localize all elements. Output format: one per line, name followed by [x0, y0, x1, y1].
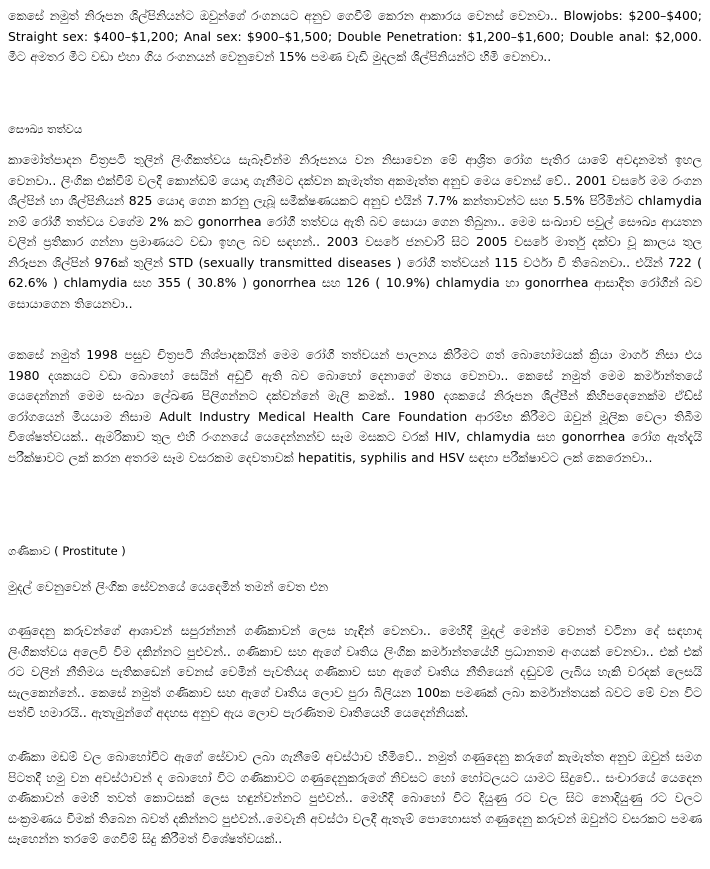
paragraph-brothels: ගණිකා මඩම් වල බොහෝවිට ඇගේ සේවාව ලබා ගැනීමේ අවස්ථාව හිමිවේ.. නමුත් ගණුදෙනු කරුගේ කැමැත්ත අනුව ඔවුන් සමග පිටතදී හමු වන අවස්ථාවන් ද බොහෝ විට ගණිකාවට ගණුදෙනුකරුගේ නිවසට හෝ හෝටලයට යාමට සිදුවේ.. සංචාරයේ යෙදෙන ගණිකාවන් මෙහි තවත් කොටසක් ලෙස හඳුන්වන්නට පුළුවන්.. මෙහිදී බොහෝ විට දියුණු රට වල සිට නොදියුණු රට වලට සංක්‍රමණය වීමක් තිබෙන බවත් දකින්නට පුළුවන්..මෙවැනි අවස්ථා වලදී ඇතැම් පොහොසත් ගණුදෙනු කරුවන් ඔවුන්ට වසරකට පමණ සෑහෙන්න තරමේ ගෙවීම් සිදු කිරීමත් විශේෂත්වයක්..: [8, 749, 702, 846]
paragraph-payment-rates: කෙසේ නමුත් නිරූපන ශිල්පිනියන්ට ඔවුන්ගේ රංගනයට අනුව ගෙවීම් කෙරන ආකාරය වෙනස් වෙනවා.. Blowjobs: $200–$400; Straight sex: $400–$1,200; Anal sex: $900–$1,500; Double Penetration: $1,200–$1,600; Double anal: $2,000. මීට අමතර මීට වඩා එහා ගිය රංගනයන් වෙනුවෙන් 15% පමණ වැඩි මුදලක් ශිල්පිනියන්ට හිමි වෙනවා..: [8, 8, 702, 64]
heading-health-status: සෞඛ්‍ය තත්වය: [8, 122, 83, 136]
paragraph-disease-risk: කාමෝත්පාදන චිත්‍රපටි තුලින් ලිංගිකත්වය සැබෑවින්ම නිරූපනය වන නිසාවෙන මේ ආශ්‍රිත රෝග පැතිර යාමේ අවදානමත් ඉහල වෙනවා.. ලිංගික එක්වීම් වලදී කොන්ඩම් යොදා ගැනීමට දක්වන කැමැත්ත අකමැත්ත අනුව මෙය වෙනස් වේ.. 2001 වසරේ මම රංගන ශිල්පින් හා ශිල්පිනියන් 825 යොදා ගෙන කරනු ලැබූ සමීක්ෂණයකට අනුව එයින් 7.7% කන්තාවන්ට සහ 5.5% පිරිමින්ට chlamydia නම් රෝගී තත්වය වගේම 2% කට gonorrhea රෝගී තත්වය ඇති බව සොයා ගෙන තිබුනා.. මෙම සංඛ්‍යාව පවුල් සෞඛ්‍ය ආයතන වලින් ප්‍රතිකාර ගන්නා ප්‍රමාණයට වඩා ඉහල බව සඳහන්.. 2003 වසරේ ජනවාරි සිට 2005 වසරේ මාර්තු දක්වා වූ කාලය තුල නිරූපන ශිල්පින් 976ක් තුලින් STD (sexually transmitted diseases ) රෝගී තත්වයන් 115 වර්ථා වී තිබෙනවා.. එයින් 722 ( 62.6% ) chlamydia සහ 355 ( 30.8% ) gonorrhea සහ 126 ( 10.9%) chlamydia හා gonorrhea ආසාදිත රෝගීන් බව සොයාගෙන තියෙනවා..: [8, 152, 702, 311]
paragraph-prostitute-definition: ගණුදෙනු කරුවන්ගේ ආශාවන් සපුරන්නන් ගණිකාවන් ලෙස හැඳින් වෙනවා.. මෙහිදී මුදල් මෙන්ම වෙනත් වටිනා දේ සඳහාද ලිංගිකත්වය අලෙවි විම දකින්නට පුළුවන්.. ගණිකාව සහ ඇගේ වෘතිය ලිංගික කර්මාන්තයේහි ප්‍රධානතම අංගයක් වෙනවා.. එක් එක් රට වලින් නීතිමය පැතිකඩෙන් වෙනස් වෙමින් පැවතියද ගණිකාව සහ ඇගේ වෘතිය නීතියෙන් දඬුවම් ලැබිය හැකි වරදක් ලෙසයි සැලකෙන්නේ.. කෙසේ නමුත් ගණිකාව සහ ඇගේ වෘතිය ලොව පුරා බිලියන 100ක පමණක් ලබා කර්මාන්තයක් බවට මේ වන විට පත්වී හමාරයි.. ඇතැමුන්ගේ අදහස අනුව ඇය ලොව පැරණිතම වෘතියෙහි යෙදෙන්නියක්.: [8, 623, 702, 720]
heading-prostitute: ගණිකාව ( Prostitute ): [8, 544, 126, 558]
paragraph-disease-control: කෙසේ නමුත් 1998 පසුව චිත්‍රපටි නිශ්පාදකයින් මෙම රෝගී තත්වයන් පාලනය කිරීමට ගත් බොහෝමයක් ක්‍රියා මාර්ග නිසා එය 1980 දශකයට වඩා බොහෝ සෙයින් අඩුවී ඇති බව බොහෝ දෙනාගේ මතය වෙනවා.. කෙසේ නමුත් මෙම කර්මාන්තයේ යෙදෙන්නන් මෙම සංඛ්‍යා ලේඛණ පිලිගන්නට දක්වන්නේ මැලි කමක්.. 1980 දශකයේ නිරූපන ශිල්පීන් කිහිපදෙනෙක්ම ඒඩ්ස් රෝගයෙන් මියයාම නිසාම Adult Industry Medical Health Care Foundation ආරම්භ කිරීමට ඔවුන් මූලික වෙලා තිබීම විශේෂත්වයක්.. ඇමරිකාව තුල එහි රංගනයේ යෙදෙන්නන්ව සෑම මසකට වරක් HIV, chlamydia සහ gonorrhea රෝග ඇත්දැයි පරීක්ෂාවට ලක් කරන අතරම සෑම වසරකම දෙවතාවක් hepatitis, syphilis and HSV සඳහා පරීක්ෂාවට ලක් කෙරෙනවා..: [8, 347, 702, 465]
paragraph-prostitute-intro: මුදල් වෙනුවෙන් ලිංගික සේවනයේ යෙදෙමින් තමන් වෙත එන: [8, 579, 329, 594]
